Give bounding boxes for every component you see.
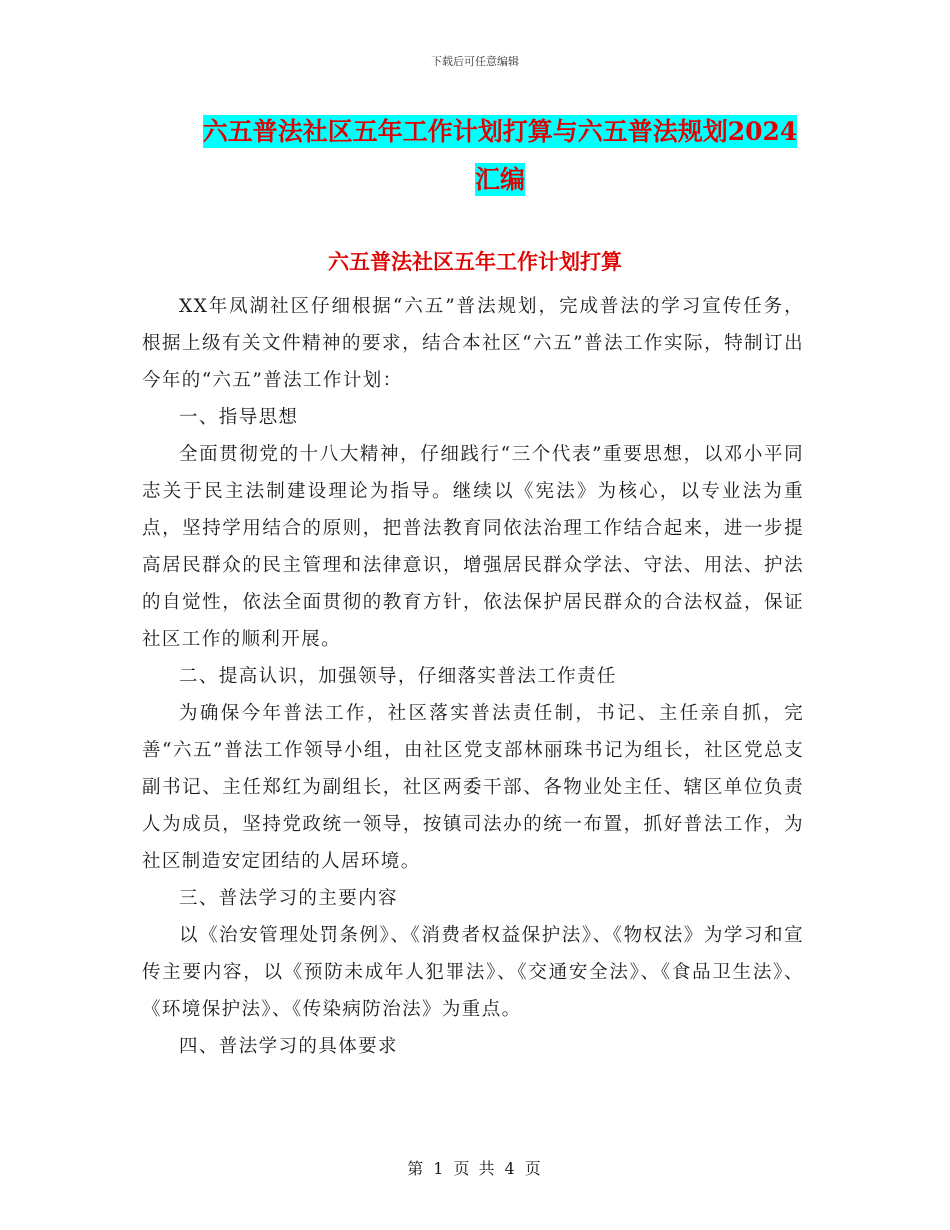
- paragraph-main-content: 以《治安管理处罚条例》、《消费者权益保护法》、《物权法》为学习和宣传主要内容，以《预防未成年人犯罪法》、《交通安全法》、《食品卫生法》、《环境保护法》、《传染病防治法》为重点。: [142, 925, 804, 1020]
- title-line-2: 汇编: [474, 165, 525, 194]
- document-title: [190, 108, 810, 204]
- section-title: 六五普法社区五年工作计划打算: [328, 249, 622, 274]
- page-footer: [0, 1156, 950, 1179]
- page-total: 4: [504, 1159, 517, 1178]
- paragraph-leadership: 为确保今年普法工作，社区落实普法责任制，书记、主任亲自抓，完善“六五”普法工作领导小组，由社区党支部林丽珠书记为组长，社区党总支副书记、主任郑红为副组长，社区两委干部、各物业处主任、辖区单位负责人为成员，坚持党政统一领导，按镇司法办的统一布置，抓好普法工作，为社区制造安定团结的人居环境。: [142, 703, 804, 872]
- header-note: 下载后可任意编辑: [431, 55, 519, 68]
- heading-main-content: 三、普法学习的主要内容: [179, 888, 398, 909]
- heading-leadership: 二、提高认识，加强领导，仔细落实普法工作责任: [179, 666, 617, 687]
- page-label-mid: 页 共: [453, 1159, 497, 1178]
- page-label-suffix: 页: [524, 1159, 543, 1178]
- page-current: 1: [433, 1159, 446, 1178]
- heading-guiding-ideology: 一、指导思想: [179, 407, 299, 428]
- title-line-1: 六五普法社区五年工作计划打算与六五普法规划2024: [202, 117, 798, 146]
- paragraph-intro: XX年凤湖社区仔细根据“六五”普法规划，完成普法的学习宣传任务，根据上级有关文件精神的要求，结合本社区“六五”普法工作实际，特制订出今年的“六五”普法工作计划：: [142, 296, 804, 391]
- page-label-prefix: 第: [407, 1159, 426, 1178]
- document-body: [142, 288, 804, 1065]
- paragraph-guiding-ideology: 全面贯彻党的十八大精神，仔细践行“三个代表”重要思想，以邓小平同志关于民主法制建设理论为指导。继续以《宪法》为核心，以专业法为重点，坚持学用结合的原则，把普法教育同依法治理工作结合起来，进一步提高居民群众的民主管理和法律意识，增强居民群众学法、守法、用法、护法的自觉性，依法全面贯彻的教育方针，依法保护居民群众的合法权益，保证社区工作的顺利开展。: [142, 444, 804, 650]
- heading-specific-requirements: 四、普法学习的具体要求: [179, 1036, 398, 1057]
